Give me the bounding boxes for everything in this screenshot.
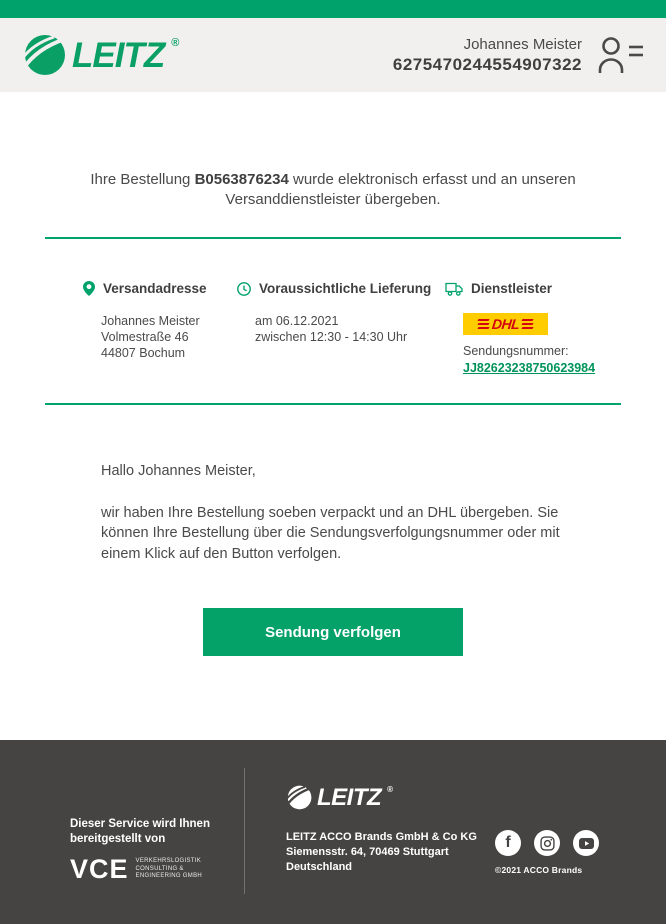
registered-mark: ® xyxy=(387,785,394,794)
dhl-logo-text: DHL xyxy=(491,316,520,332)
dhl-stripes-left xyxy=(478,319,489,329)
vce-subtitle-line: CONSULTING & xyxy=(135,865,184,872)
service-note-line2: bereitgestellt von xyxy=(70,833,166,845)
intro-prefix: Ihre Bestellung xyxy=(90,171,195,188)
message-body xyxy=(101,461,576,564)
body-text: wir haben Ihre Bestellung soeben verpackt und an DHL übergeben. Sie können Ihre Bestellung über die Sendungsverfolgungsnummer oder mit einem Klick auf den Button verfolgen. xyxy=(101,504,560,562)
vce-subtitle-line: VERKEHRSLOGISTIK xyxy=(135,858,202,865)
truck-icon xyxy=(445,282,463,296)
tracking-number-label: Sendungsnummer: xyxy=(463,344,569,358)
leitz-logo-text: LEITZ xyxy=(72,35,165,75)
carrier-title: Dienstleister xyxy=(471,281,553,296)
user-number: 6275470244554907322 xyxy=(392,55,582,74)
user-info xyxy=(393,35,582,75)
company-line: Deutschland xyxy=(286,861,353,873)
vce-logo-text: VCE xyxy=(70,854,129,884)
user-menu-icon[interactable] xyxy=(598,36,644,74)
shipping-address-block xyxy=(83,281,237,377)
carrier-block xyxy=(445,281,625,377)
delivery-line: am 06.12.2021 xyxy=(255,314,339,328)
address-line: Johannes Meister xyxy=(101,314,200,328)
clock-icon xyxy=(237,282,251,296)
location-pin-icon xyxy=(83,281,95,296)
main-content xyxy=(0,92,666,740)
copyright-text: ©2021 ACCO Brands xyxy=(495,865,583,875)
youtube-icon[interactable] xyxy=(573,830,599,856)
instagram-icon[interactable] xyxy=(534,830,560,856)
top-accent-bar xyxy=(0,0,666,18)
footer-company-block xyxy=(245,740,495,924)
delivery-estimate-block xyxy=(237,281,445,377)
dhl-stripes-right xyxy=(522,319,533,329)
company-line: LEITZ ACCO Brands GmbH & Co KG xyxy=(286,831,477,843)
divider-bottom xyxy=(45,403,621,405)
footer-social-block xyxy=(495,740,599,924)
intro-suffix: wurde elektronisch erfasst und an unseren Versanddienstleister übergeben. xyxy=(225,171,576,208)
leitz-logo[interactable] xyxy=(22,34,178,76)
leitz-footer-logo xyxy=(286,785,495,810)
greeting-text: Hallo Johannes Meister, xyxy=(101,463,256,479)
footer-service-block xyxy=(0,740,244,924)
order-number: B0563876234 xyxy=(194,171,289,188)
address-title: Versandadresse xyxy=(103,281,207,296)
leitz-leaf-icon xyxy=(286,785,312,810)
company-line: Siemensstr. 64, 70469 Stuttgart xyxy=(286,846,449,858)
address-line: 44807 Bochum xyxy=(101,346,186,360)
shipment-details xyxy=(0,239,666,377)
vce-logo xyxy=(70,856,244,883)
registered-mark: ® xyxy=(171,37,180,49)
tracking-number-link[interactable]: JJ82623238750623984 xyxy=(463,361,596,375)
order-status-text xyxy=(0,92,666,209)
vce-subtitle-line: ENGINEERING GMBH xyxy=(135,873,203,880)
facebook-icon[interactable]: f xyxy=(495,830,521,856)
leitz-logo-text: LEITZ xyxy=(317,783,382,811)
track-shipment-button[interactable]: Sendung verfolgen xyxy=(203,608,463,656)
service-note-line1: Dieser Service wird Ihnen xyxy=(70,818,210,830)
delivery-title: Voraussichtliche Lieferung xyxy=(259,281,432,296)
user-name: Johannes Meister xyxy=(463,36,582,53)
delivery-line: zwischen 12:30 - 14:30 Uhr xyxy=(255,330,408,344)
page-header xyxy=(0,18,666,92)
address-line: Volmestraße 46 xyxy=(101,330,189,344)
leitz-leaf-icon xyxy=(22,34,66,76)
dhl-logo xyxy=(463,313,548,335)
page-footer xyxy=(0,740,666,924)
